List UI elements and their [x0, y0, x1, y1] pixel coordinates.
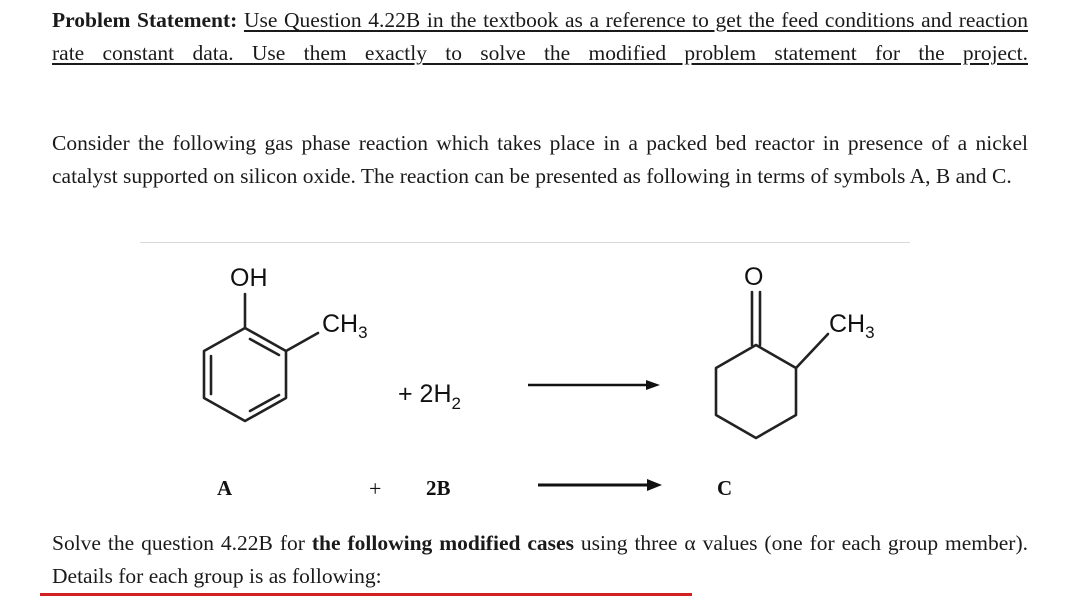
- problem-statement-heading: Problem Statement:: [52, 8, 238, 32]
- reaction-intro: Consider the following gas phase reaction which takes place in a packed bed reactor in presence of a nickel catalyst supported on silicon oxide. The reaction can be presented as following in terms of symbols A, B and C.: [52, 131, 1028, 188]
- product-oxygen-label: O: [744, 263, 764, 291]
- problem-statement-text: Use Question 4.22B in the textbook as a reference to get the feed conditions and reaction rate constant data. Use them exactly to solve the modified problem statement for the project.: [52, 8, 1029, 65]
- reactant-ch3-label: CH3: [322, 310, 368, 342]
- hydrogen-reagent: + 2H2: [398, 380, 461, 413]
- reactant-oh-label: OH: [230, 264, 268, 292]
- solve-instructions: Solve the question 4.22B for the following modified cases using three α values (one for each group member). Details for each group is as following:: [52, 531, 1028, 588]
- label-plus: +: [369, 476, 382, 501]
- red-underline: [40, 593, 692, 596]
- modified-cases-emphasis: the following modified cases: [311, 531, 574, 555]
- label-b: 2B: [426, 476, 451, 500]
- reactant-structure: [204, 294, 318, 421]
- product-ch3-label: CH3: [829, 310, 875, 342]
- label-c: C: [717, 476, 733, 500]
- reaction-arrow-bottom: [538, 479, 662, 491]
- label-a: A: [217, 476, 233, 500]
- reaction-arrow-top: [528, 380, 660, 390]
- product-structure: [716, 292, 828, 438]
